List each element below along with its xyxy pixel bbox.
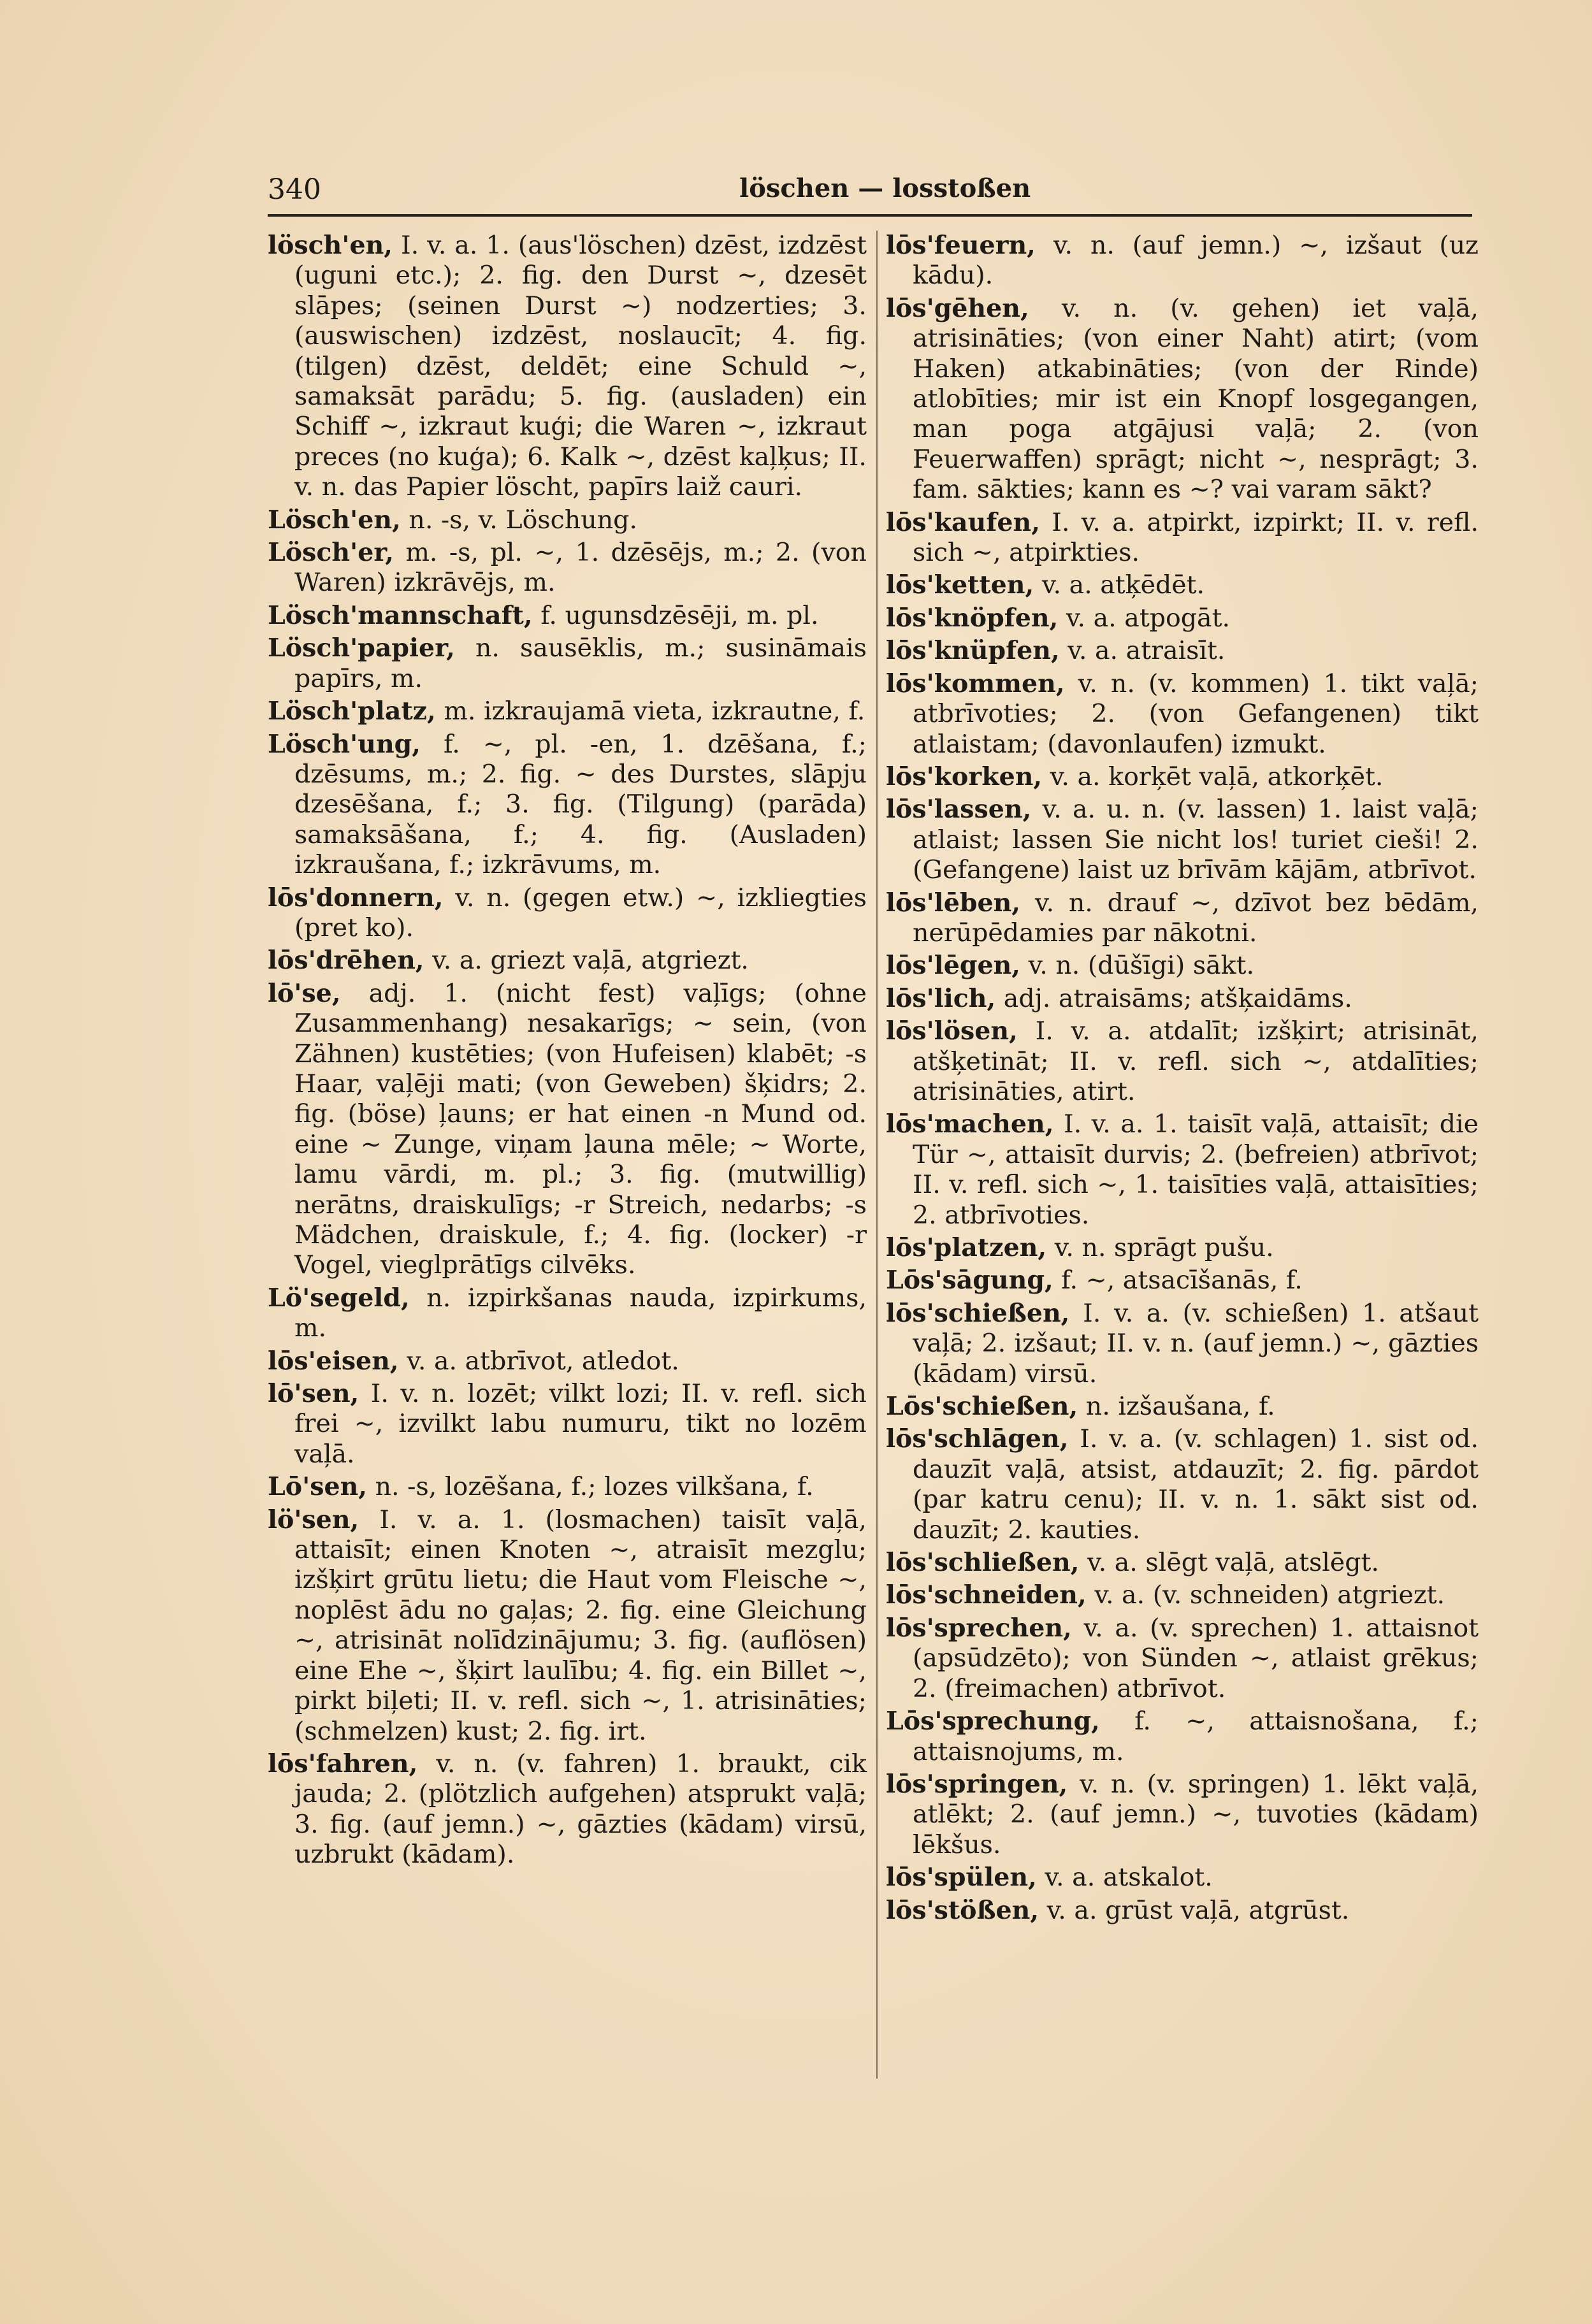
entry-headword: Lö'segeld,	[268, 1283, 410, 1313]
entry-definition: n. izšaušana, f.	[1078, 1392, 1275, 1422]
entry-headword: lō'se,	[268, 978, 341, 1008]
entry-definition: m. izkraujamā vieta, izkrautne, f.	[435, 696, 865, 726]
entry-headword: Lösch'mannschaft,	[268, 600, 533, 630]
entry-definition: I. v. a. 1. taisīt vaļā, attaisīt; die Tür ~, attaisīt durvis; 2. (befreien) atbrīvot; II. v. refl. sich ~, 1. taisīties vaļā, attaisīties; 2. atbrīvoties.	[913, 1109, 1479, 1230]
dictionary-entry	[886, 762, 1479, 792]
dictionary-entry	[886, 1707, 1479, 1767]
entry-definition: v. n. (gegen etw.) ~, izkliegties (pret ko).	[294, 883, 867, 942]
entry-headword: lōs'platzen,	[886, 1233, 1047, 1262]
entry-headword: Lōs'sāgung,	[886, 1266, 1053, 1296]
entry-definition: m. -s, pl. ~, 1. dzēsējs, m.; 2. (von Waren) izkrāvējs, m.	[294, 538, 867, 598]
entry-definition: I. v. a. (v. schießen) 1. atšaut vaļā; 2. izšaut; II. v. n. (auf jemn.) ~, gāzties (kādam) virsū.	[913, 1298, 1479, 1389]
dictionary-entry	[886, 570, 1479, 600]
dictionary-entry	[886, 603, 1479, 633]
entry-headword: lōs'ketten,	[886, 570, 1034, 600]
entry-definition: I. v. a. atdalīt; izšķirt; atrisināt, atšķetināt; II. v. refl. sich ~, atdalīties; atrisināties, atirt.	[913, 1016, 1479, 1106]
dictionary-entry	[886, 231, 1479, 291]
dictionary-entry	[268, 505, 867, 535]
entry-headword: lōs'schließen,	[886, 1548, 1080, 1578]
dictionary-entry	[886, 636, 1479, 666]
dictionary-entry	[268, 231, 867, 503]
entry-definition: v. n. (v. fahren) 1. braukt, cik jauda; 2. (plötzlich aufgehen) atsprukt vaļā; 3. fig. (auf jemn.) ~, gāzties (kādam) virsū, uzbrukt (kādam).	[294, 1749, 867, 1870]
dictionary-entry	[886, 1109, 1479, 1231]
entry-headword: Lōs'schießen,	[886, 1392, 1078, 1422]
entry-definition: v. a. atskalot.	[1036, 1863, 1213, 1893]
entry-definition: v. a. u. n. (v. lassen) 1. laist vaļā; atlaist; lassen Sie nicht los! turiet cieši! 2. (Gefangene) laist uz brīvām kājām, atbrīvot.	[913, 795, 1479, 885]
entry-definition: v. a. atraisīt.	[1059, 636, 1226, 666]
dictionary-entry	[268, 538, 867, 598]
left-column	[268, 231, 867, 1873]
entry-headword: lōs'donnern,	[268, 883, 444, 913]
dictionary-entry	[886, 1863, 1479, 1893]
dictionary-entry	[268, 1749, 867, 1870]
entry-definition: v. a. griezt vaļā, atgriezt.	[424, 946, 749, 976]
right-column	[886, 231, 1479, 1928]
entry-headword: lōs'springen,	[886, 1769, 1068, 1799]
dictionary-entry	[886, 669, 1479, 760]
entry-definition: v. a. grūst vaļā, atgrūst.	[1039, 1895, 1350, 1925]
dictionary-entry	[886, 984, 1479, 1014]
entry-headword: lōs'lassen,	[886, 795, 1032, 825]
entry-definition: v. a. korķēt vaļā, atkorķēt.	[1042, 761, 1384, 791]
page-number: 340	[268, 173, 321, 206]
dictionary-entry	[886, 1896, 1479, 1926]
entry-definition: I. v. n. lozēt; vilkt lozi; II. v. refl. sich frei ~, izvilkt labu numuru, tikt no lozēm vaļā.	[294, 1379, 867, 1469]
dictionary-entry	[886, 1266, 1479, 1296]
dictionary-entry	[886, 294, 1479, 505]
dictionary-entry	[268, 1346, 867, 1376]
entry-definition: n. izpirkšanas nauda, izpirkums, m.	[294, 1283, 867, 1343]
entry-headword: lōs'spülen,	[886, 1863, 1037, 1893]
entry-definition: v. n. (v. springen) 1. lēkt vaļā, atlēkt; 2. (auf jemn.) ~, tuvoties (kādam) lēkšus.	[913, 1769, 1479, 1859]
column-divider	[876, 231, 878, 2079]
entry-definition: f. ~, attaisnošana, f.; attaisnojums, m.	[913, 1707, 1479, 1766]
entry-headword: lōs'schneiden,	[886, 1580, 1087, 1610]
entry-headword: lōs'schießen,	[886, 1298, 1070, 1328]
entry-headword: Lösch'en,	[268, 505, 401, 535]
dictionary-entry	[268, 1505, 867, 1747]
entry-definition: f. ~, atsacīšanās, f.	[1053, 1266, 1303, 1296]
dictionary-entry	[886, 951, 1479, 981]
entry-headword: lōs'sprechen,	[886, 1613, 1072, 1643]
entry-definition: adj. 1. (nicht fest) vaļīgs; (ohne Zusammenhang) nesakarīgs; ~ sein, (von Zähnen) kustēties; (von Hufeisen) klabēt; -s Haar, vaļēji mati; (von Geweben) šķidrs; 2. fig. (böse) ļauns; er hat einen -n Mund od. eine ~ Zunge, viņam ļauna mēle; ~ Worte, lamu vārdi, m. pl.; 3. fig. (mutwillig) nerātns, draiskulīgs; -r Streich, nedarbs; -s Mädchen, draiskule, f.; 4. fig. (locker) -r Vogel, vieglprātīgs cilvēks.	[294, 978, 867, 1280]
entry-headword: lōs'stößen,	[886, 1895, 1039, 1925]
dictionary-entry	[886, 508, 1479, 568]
entry-headword: lōs'knüpfen,	[886, 636, 1060, 666]
entry-definition: I. v. a. 1. (aus'löschen) dzēst, izdzēst (uguni etc.); 2. fig. den Durst ~, dzesēt slāpes; (seinen Durst ~) nodzerties; 3. (auswischen) izdzēst, noslaucīt; 4. fig. (tilgen) dzēst, deldēt; eine Schuld ~, samaksāt parādu; 5. fig. (ausladen) ein Schiff ~, izkraut kuģi; die Waren ~, izkraut preces (no kuģa); 6. Kalk ~, dzēst kaļķus; II. v. n. das Papier löscht, papīrs laiž cauri.	[294, 231, 867, 502]
dictionary-entry	[886, 795, 1479, 885]
entry-definition: I. v. a. atpirkt, izpirkt; II. v. refl. sich ~, atpirkties.	[913, 507, 1479, 568]
entry-definition: v. a. atpogāt.	[1058, 603, 1231, 633]
entry-headword: lö'sen,	[268, 1505, 359, 1534]
dictionary-entry	[268, 730, 867, 881]
entry-definition: v. n. drauf ~, dzīvot bez bēdām, nerūpēdamies par nākotni.	[913, 888, 1479, 948]
entry-headword: lō'sen,	[268, 1379, 359, 1409]
entry-definition: v. n. (v. gehen) iet vaļā, atrisināties; (von einer Naht) atirt; (vom Haken) atkabināties; (von der Rinde) atlobīties; mir ist ein Knopf losgegangen, man poga atgājusi vaļā; 2. (von Feuerwaffen) sprāgt; nicht ~, nesprāgt; 3. fam. sākties; kann es ~? vai varam sākt?	[913, 293, 1479, 505]
dictionary-entry	[268, 601, 867, 631]
entry-definition: I. v. a. (v. schlagen) 1. sist od. dauzīt vaļā, atsist, atdauzīt; 2. fig. pārdot (par katru cenu); II. v. n. 1. sākt sist od. dauzīt; 2. kauties.	[913, 1424, 1479, 1545]
header-rule	[268, 214, 1472, 217]
entry-headword: Lösch'platz,	[268, 696, 436, 726]
entry-definition: v. a. slēgt vaļā, atslēgt.	[1079, 1548, 1379, 1578]
dictionary-entry	[886, 1016, 1479, 1107]
entry-definition: f. ~, pl. -en, 1. dzēšana, f.; dzēsums, m.; 2. fig. ~ des Durstes, slāpju dzesēšana, f.; 3. fig. (Tilgung) (parāda) samaksāšana, f.; 4. fig. (Ausladen) izkraušana, f.; izkrāvums, m.	[294, 729, 867, 880]
dictionary-entry	[886, 1770, 1479, 1860]
entry-headword: lōs'machen,	[886, 1109, 1054, 1139]
entry-headword: lōs'drēhen,	[268, 946, 424, 976]
entry-headword: Lō'sen,	[268, 1472, 368, 1502]
dictionary-entry	[886, 1548, 1479, 1578]
entry-definition: n. -s, lozēšana, f.; lozes vilkšana, f.	[367, 1472, 814, 1502]
entry-definition: n. -s, v. Löschung.	[400, 505, 637, 535]
entry-headword: lōs'kommen,	[886, 668, 1065, 698]
entry-headword: lōs'korken,	[886, 761, 1043, 791]
dictionary-entry	[886, 888, 1479, 949]
entry-headword: lōs'lēgen,	[886, 951, 1021, 981]
entry-definition: v. n. (v. kommen) 1. tikt vaļā; atbrīvoties; 2. (von Gefangenen) tikt atlaistam; (davonlaufen) izmukt.	[913, 668, 1479, 759]
entry-definition: v. n. (dūšīgi) sākt.	[1020, 951, 1255, 981]
entry-headword: lōs'kaufen,	[886, 507, 1040, 537]
entry-headword: lōs'lösen,	[886, 1016, 1018, 1046]
entry-definition: adj. atraisāms; atšķaidāms.	[995, 983, 1352, 1013]
entry-definition: v. n. (auf jemn.) ~, izšaut (uz kādu).	[913, 231, 1479, 291]
entry-headword: Lösch'papier,	[268, 633, 455, 663]
dictionary-entry	[268, 1379, 867, 1469]
entry-definition: v. a. atbrīvot, atledot.	[398, 1346, 679, 1376]
entry-definition: v. n. sprāgt pušu.	[1046, 1233, 1274, 1262]
dictionary-entry	[886, 1233, 1479, 1263]
dictionary-entry	[268, 979, 867, 1281]
dictionary-entry	[268, 883, 867, 944]
entry-headword: Lōs'sprechung,	[886, 1707, 1100, 1736]
dictionary-entry	[886, 1392, 1479, 1422]
running-head: löschen — losstoßen	[739, 173, 1031, 203]
entry-headword: lōs'lēben,	[886, 888, 1021, 918]
entry-headword: lōs'lich,	[886, 983, 996, 1013]
dictionary-entry	[886, 1580, 1479, 1610]
dictionary-entry	[268, 1283, 867, 1344]
dictionary-entry	[268, 633, 867, 694]
dictionary-entry	[886, 1424, 1479, 1545]
entry-headword: lösch'en,	[268, 231, 393, 260]
dictionary-entry	[268, 946, 867, 976]
entry-definition: I. v. a. 1. (losmachen) taisīt vaļā, attaisīt; einen Knoten ~, atraisīt mezglu; izšķirt grūtu lietu; die Haut vom Fleische ~, noplēst ādu no gaļas; 2. fig. eine Gleichung ~, atrisināt nolīdzinājumu; 3. fig. (auflösen) eine Ehe ~, šķirt laulību; 4. fig. ein Billet ~, pirkt biļeti; II. v. refl. sich ~, 1. atrisināties; (schmelzen) kust; 2. fig. irt.	[294, 1505, 867, 1746]
entry-headword: lōs'schlāgen,	[886, 1424, 1069, 1454]
entry-headword: Lösch'ung,	[268, 729, 421, 759]
entry-headword: lōs'eisen,	[268, 1346, 399, 1376]
entry-headword: lōs'gēhen,	[886, 293, 1029, 323]
entry-definition: f. ugunsdzēsēji, m. pl.	[532, 600, 819, 630]
dictionary-entry	[886, 1613, 1479, 1704]
dictionary-entry	[886, 1299, 1479, 1389]
entry-headword: lōs'knöpfen,	[886, 603, 1059, 633]
page-header	[268, 173, 1479, 212]
dictionary-entry	[268, 1472, 867, 1502]
entry-definition: v. a. (v. schneiden) atgriezt.	[1086, 1580, 1445, 1610]
entry-definition: v. a. atķēdēt.	[1034, 570, 1205, 600]
entry-definition: v. a. (v. sprechen) 1. attaisnot (apsūdzēto); von Sünden ~, atlaist grēkus; 2. (freimachen) atbrīvot.	[913, 1613, 1479, 1703]
entry-definition: n. sausēklis, m.; susināmais papīrs, m.	[294, 633, 867, 693]
entry-headword: lōs'feuern,	[886, 231, 1036, 260]
entry-headword: lōs'fahren,	[268, 1749, 418, 1779]
dictionary-entry	[268, 696, 867, 726]
entry-headword: Lösch'er,	[268, 538, 394, 568]
